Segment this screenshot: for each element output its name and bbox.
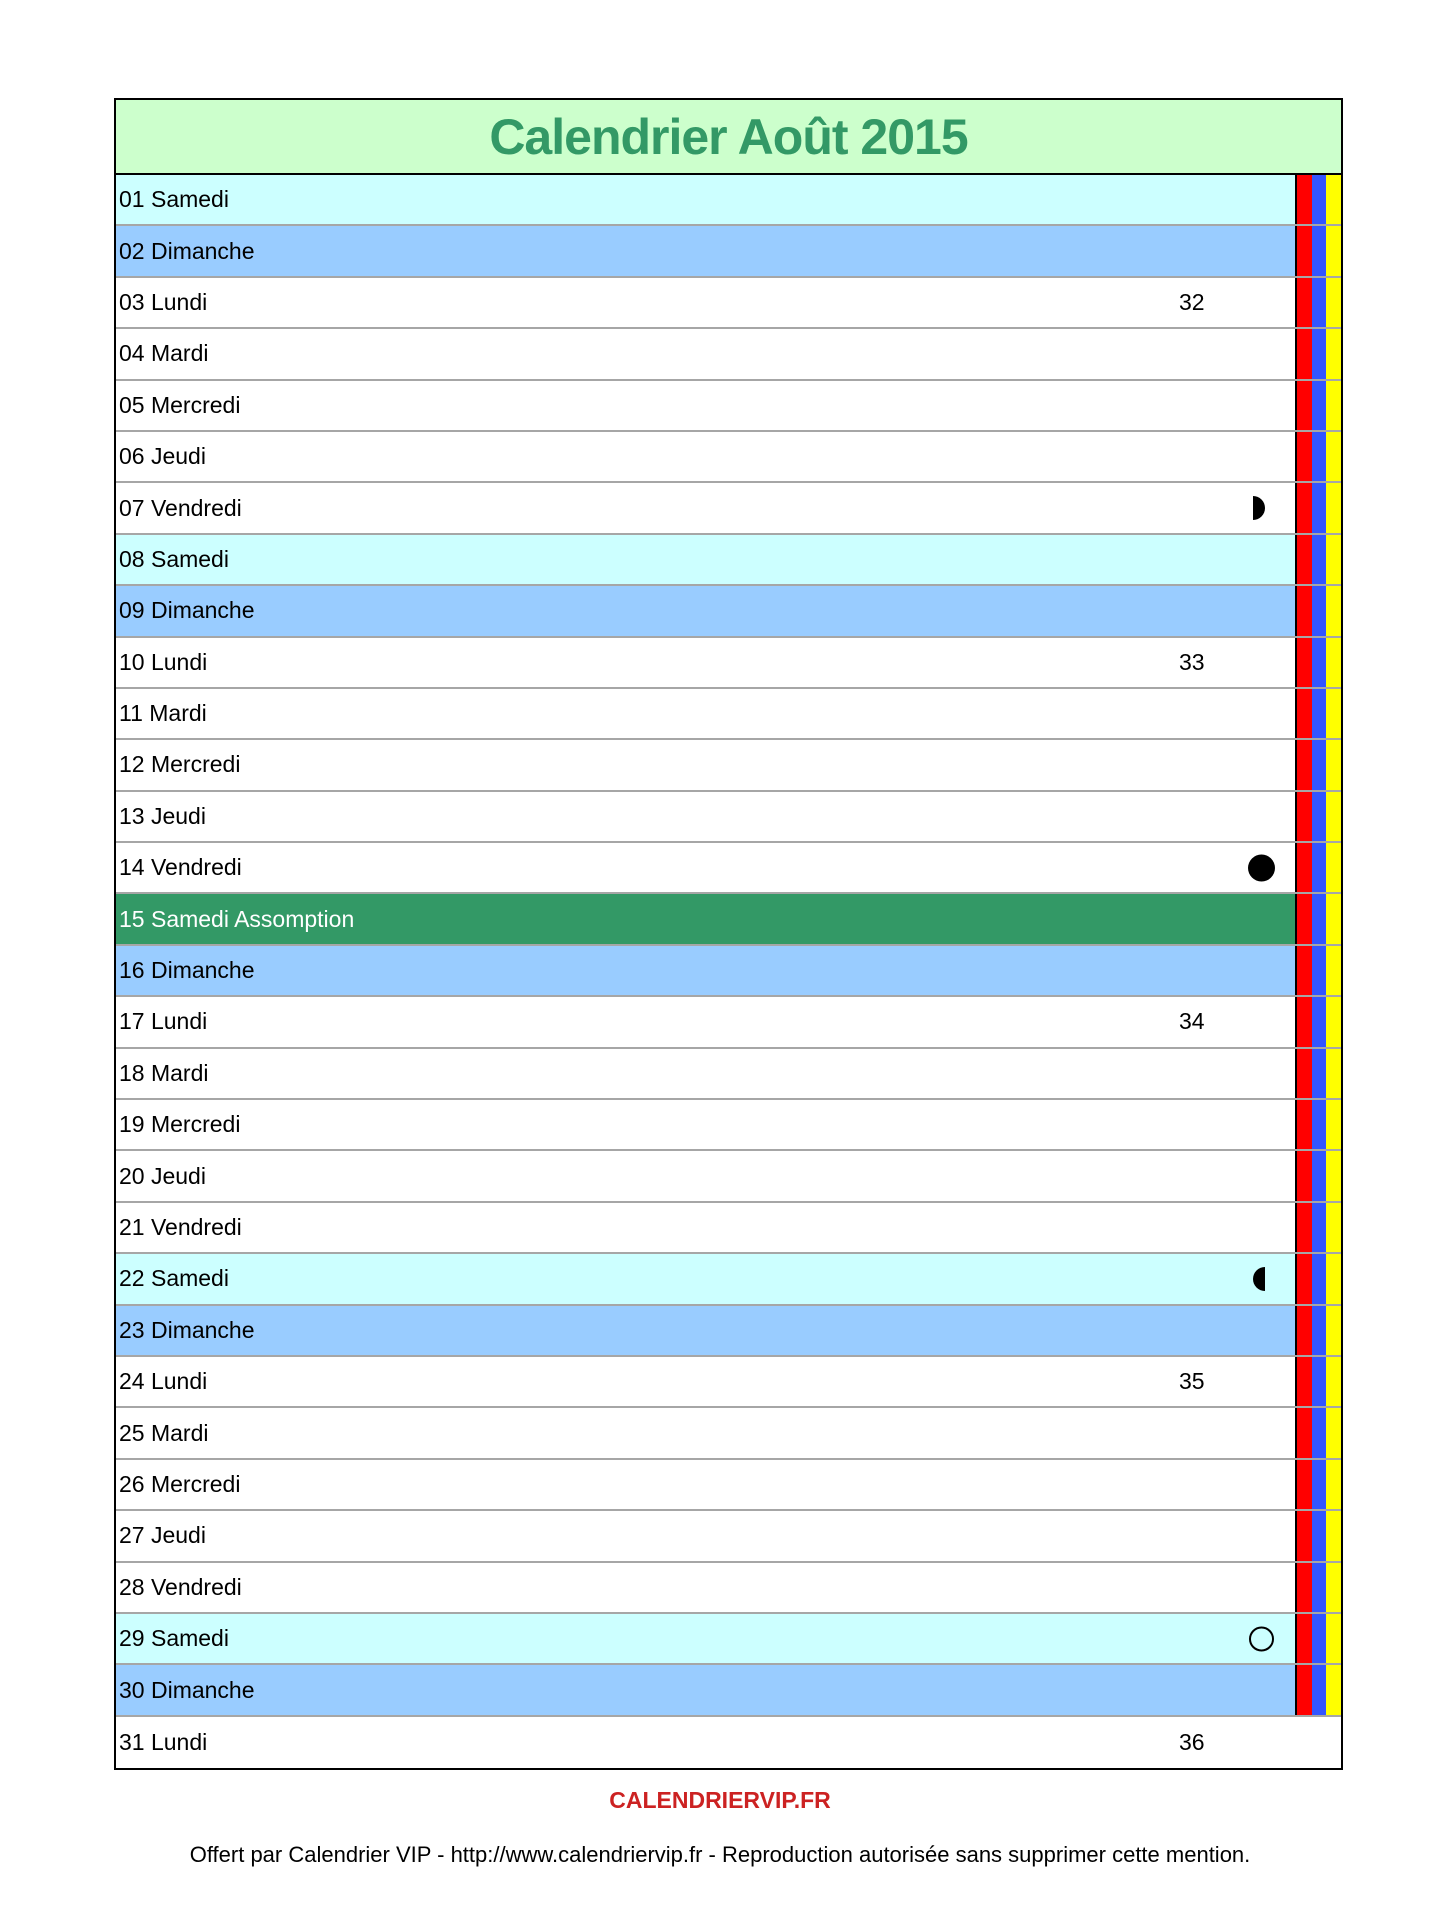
week-number: 36: [1179, 1728, 1205, 1755]
color-strip: [1297, 1511, 1312, 1560]
color-strip: [1297, 432, 1312, 481]
day-cell: [116, 1563, 1295, 1612]
color-strip: [1312, 381, 1327, 430]
color-strip: [1312, 843, 1327, 892]
day-cell: [116, 1049, 1295, 1098]
color-strip: [1297, 997, 1312, 1046]
day-cell: [116, 946, 1295, 995]
color-strip: [1326, 1100, 1341, 1149]
color-strip: [1326, 740, 1341, 789]
color-strip: [1297, 226, 1312, 275]
color-strip: [1326, 329, 1341, 378]
color-strip: [1297, 894, 1312, 943]
color-strip: [1297, 535, 1312, 584]
day-cell: [116, 1717, 1341, 1768]
color-strips: [1295, 1049, 1341, 1098]
color-strip: [1326, 638, 1341, 687]
day-cell: [116, 1100, 1295, 1149]
color-strip: [1326, 1408, 1341, 1457]
color-strip: [1312, 1408, 1327, 1457]
day-row: [116, 1151, 1341, 1202]
day-label: 11 Mardi: [119, 700, 207, 727]
day-cell: [116, 586, 1295, 635]
day-row: [116, 894, 1341, 945]
day-label: 28 Vendredi: [119, 1573, 242, 1600]
color-strip: [1312, 689, 1327, 738]
color-strip: [1297, 1306, 1312, 1355]
day-cell: [116, 535, 1295, 584]
day-cell: [116, 689, 1295, 738]
day-label: 12 Mercredi: [119, 751, 241, 778]
color-strips: [1295, 1563, 1341, 1612]
color-strip: [1326, 175, 1341, 224]
day-label: 05 Mercredi: [119, 391, 241, 418]
day-row: [116, 740, 1341, 791]
day-label: 02 Dimanche: [119, 237, 255, 264]
day-label: 23 Dimanche: [119, 1316, 255, 1343]
day-label: 26 Mercredi: [119, 1470, 241, 1497]
day-row: [116, 638, 1341, 689]
color-strips: [1295, 638, 1341, 687]
day-cell: [116, 1306, 1295, 1355]
day-row: [116, 278, 1341, 329]
color-strip: [1297, 1100, 1312, 1149]
day-label: 06 Jeudi: [119, 443, 206, 470]
color-strips: [1295, 381, 1341, 430]
color-strip: [1326, 1511, 1341, 1560]
day-rows: [116, 175, 1341, 1768]
day-cell: [116, 792, 1295, 841]
color-strip: [1326, 997, 1341, 1046]
color-strips: [1295, 689, 1341, 738]
color-strip: [1297, 1408, 1312, 1457]
day-row: [116, 535, 1341, 586]
day-label: 20 Jeudi: [119, 1162, 206, 1189]
day-label: 17 Lundi: [119, 1008, 208, 1035]
color-strip: [1312, 278, 1327, 327]
color-strip: [1312, 1614, 1327, 1663]
color-strip: [1312, 329, 1327, 378]
first-quarter-moon-icon: [1253, 1267, 1265, 1291]
color-strip: [1326, 946, 1341, 995]
color-strip: [1297, 1563, 1312, 1612]
color-strip: [1297, 1151, 1312, 1200]
color-strip: [1326, 535, 1341, 584]
day-row: [116, 997, 1341, 1048]
color-strip: [1326, 1151, 1341, 1200]
site-brand[interactable]: CALENDRIERVIP.FR: [609, 1787, 831, 1813]
color-strip: [1326, 843, 1341, 892]
day-row: [116, 1100, 1341, 1151]
color-strips: [1295, 1614, 1341, 1663]
color-strip: [1312, 1357, 1327, 1406]
day-row: [116, 1254, 1341, 1305]
color-strip: [1312, 638, 1327, 687]
color-strips: [1295, 1203, 1341, 1252]
day-label: 31 Lundi: [119, 1728, 208, 1755]
color-strip: [1326, 1049, 1341, 1098]
color-strip: [1312, 1306, 1327, 1355]
color-strip: [1297, 1203, 1312, 1252]
color-strip: [1312, 740, 1327, 789]
color-strip: [1326, 432, 1341, 481]
day-cell: [116, 381, 1295, 430]
color-strip: [1297, 638, 1312, 687]
color-strip: [1326, 1254, 1341, 1303]
color-strip: [1326, 226, 1341, 275]
week-number: 35: [1179, 1368, 1205, 1395]
day-label: 19 Mercredi: [119, 1111, 241, 1138]
color-strip: [1326, 1357, 1341, 1406]
color-strips: [1295, 226, 1341, 275]
day-row: [116, 432, 1341, 483]
day-row: [116, 1665, 1341, 1716]
color-strip: [1312, 586, 1327, 635]
color-strip: [1312, 175, 1327, 224]
color-strips: [1295, 1100, 1341, 1149]
color-strip: [1312, 1254, 1327, 1303]
day-cell: [116, 175, 1295, 224]
day-row: [116, 1203, 1341, 1254]
day-row: [116, 1614, 1341, 1665]
footer-note: Offert par Calendrier VIP - http://www.calendriervip.fr - Reproduction autorisée sans supprimer cette mention.: [189, 1842, 1251, 1867]
color-strip: [1297, 946, 1312, 995]
color-strips: [1295, 1151, 1341, 1200]
color-strip: [1312, 535, 1327, 584]
day-cell: [116, 894, 1295, 943]
day-label: 24 Lundi: [119, 1368, 208, 1395]
day-label: 13 Jeudi: [119, 802, 206, 829]
color-strip: [1312, 792, 1327, 841]
color-strip: [1326, 586, 1341, 635]
day-row: [116, 689, 1341, 740]
color-strip: [1297, 1460, 1312, 1509]
day-label: 22 Samedi: [119, 1265, 229, 1292]
color-strip: [1297, 740, 1312, 789]
color-strip: [1297, 175, 1312, 224]
day-cell: [116, 1408, 1295, 1457]
day-cell: [116, 740, 1295, 789]
color-strip: [1312, 946, 1327, 995]
color-strip: [1312, 226, 1327, 275]
color-strip: [1297, 1614, 1312, 1663]
calendar-title: Calendrier Août 2015: [116, 100, 1341, 175]
day-label: 01 Samedi: [119, 186, 229, 213]
day-cell: [116, 278, 1295, 327]
color-strips: [1295, 278, 1341, 327]
day-cell: [116, 843, 1295, 892]
day-row: [116, 1717, 1341, 1768]
day-cell: [116, 432, 1295, 481]
color-strips: [1295, 946, 1341, 995]
color-strip: [1312, 1049, 1327, 1098]
color-strip: [1297, 278, 1312, 327]
color-strips: [1295, 843, 1341, 892]
color-strip: [1297, 381, 1312, 430]
color-strip: [1312, 1511, 1327, 1560]
day-label: 16 Dimanche: [119, 957, 255, 984]
day-cell: [116, 997, 1295, 1046]
color-strip: [1326, 1665, 1341, 1714]
day-label: 07 Vendredi: [119, 494, 242, 521]
day-label: 09 Dimanche: [119, 597, 255, 624]
color-strip: [1312, 483, 1327, 532]
week-number: 32: [1179, 288, 1205, 315]
color-strips: [1295, 1665, 1341, 1714]
color-strip: [1297, 483, 1312, 532]
color-strip: [1326, 792, 1341, 841]
full-moon-icon: [1248, 854, 1275, 881]
day-label: 25 Mardi: [119, 1419, 209, 1446]
color-strip: [1312, 1460, 1327, 1509]
color-strip: [1297, 792, 1312, 841]
color-strip: [1326, 483, 1341, 532]
day-cell: [116, 1357, 1295, 1406]
color-strips: [1295, 432, 1341, 481]
day-row: [116, 1049, 1341, 1100]
week-number: 34: [1179, 1008, 1205, 1035]
day-label: 04 Mardi: [119, 340, 209, 367]
day-cell: [116, 226, 1295, 275]
day-row: [116, 843, 1341, 894]
day-cell: [116, 638, 1295, 687]
day-row: [116, 175, 1341, 226]
day-label: 14 Vendredi: [119, 854, 242, 881]
day-cell: [116, 483, 1295, 532]
color-strip: [1297, 1049, 1312, 1098]
day-label: 15 Samedi Assomption: [119, 905, 355, 932]
color-strips: [1295, 740, 1341, 789]
color-strip: [1312, 1100, 1327, 1149]
day-row: [116, 226, 1341, 277]
color-strip: [1312, 997, 1327, 1046]
color-strips: [1295, 1254, 1341, 1303]
color-strips: [1295, 535, 1341, 584]
day-row: [116, 586, 1341, 637]
day-cell: [116, 1151, 1295, 1200]
color-strips: [1295, 1460, 1341, 1509]
day-cell: [116, 1511, 1295, 1560]
color-strip: [1297, 586, 1312, 635]
color-strip: [1326, 1614, 1341, 1663]
color-strips: [1295, 483, 1341, 532]
day-row: [116, 329, 1341, 380]
calendar-table: [114, 98, 1343, 1770]
day-cell: [116, 1460, 1295, 1509]
day-label: 10 Lundi: [119, 648, 208, 675]
color-strip: [1312, 1151, 1327, 1200]
color-strip: [1312, 894, 1327, 943]
color-strips: [1295, 1408, 1341, 1457]
color-strip: [1297, 1357, 1312, 1406]
color-strip: [1326, 894, 1341, 943]
color-strip: [1297, 689, 1312, 738]
day-cell: [116, 329, 1295, 378]
color-strip: [1326, 1306, 1341, 1355]
color-strip: [1312, 1665, 1327, 1714]
day-cell: [116, 1203, 1295, 1252]
day-cell: [116, 1614, 1295, 1663]
last-quarter-moon-icon: [1253, 496, 1265, 520]
color-strip: [1297, 1254, 1312, 1303]
color-strips: [1295, 1511, 1341, 1560]
color-strip: [1297, 843, 1312, 892]
day-label: 03 Lundi: [119, 288, 208, 315]
day-label: 30 Dimanche: [119, 1676, 255, 1703]
color-strips: [1295, 175, 1341, 224]
color-strips: [1295, 792, 1341, 841]
day-row: [116, 1563, 1341, 1614]
day-label: 18 Mardi: [119, 1059, 209, 1086]
color-strip: [1326, 278, 1341, 327]
day-row: [116, 1306, 1341, 1357]
color-strips: [1295, 586, 1341, 635]
day-cell: [116, 1254, 1295, 1303]
color-strips: [1295, 997, 1341, 1046]
color-strip: [1326, 381, 1341, 430]
day-row: [116, 1460, 1341, 1511]
color-strip: [1326, 1460, 1341, 1509]
day-cell: [116, 1665, 1295, 1714]
day-label: 29 Samedi: [119, 1625, 229, 1652]
color-strip: [1326, 1563, 1341, 1612]
color-strip: [1312, 432, 1327, 481]
day-label: 08 Samedi: [119, 545, 229, 572]
new-moon-icon: [1249, 1626, 1274, 1651]
day-row: [116, 1408, 1341, 1459]
color-strips: [1295, 329, 1341, 378]
week-number: 33: [1179, 648, 1205, 675]
color-strip: [1297, 329, 1312, 378]
color-strips: [1295, 894, 1341, 943]
color-strips: [1295, 1306, 1341, 1355]
day-label: 21 Vendredi: [119, 1214, 242, 1240]
color-strip: [1297, 1665, 1312, 1714]
day-row: [116, 381, 1341, 432]
color-strip: [1312, 1563, 1327, 1612]
day-row: [116, 946, 1341, 997]
day-row: [116, 1511, 1341, 1562]
day-label: 27 Jeudi: [119, 1522, 206, 1549]
day-row: [116, 792, 1341, 843]
color-strip: [1312, 1203, 1327, 1252]
day-row: [116, 1357, 1341, 1408]
day-row: [116, 483, 1341, 534]
color-strip: [1326, 1203, 1341, 1252]
color-strip: [1326, 689, 1341, 738]
color-strips: [1295, 1357, 1341, 1406]
